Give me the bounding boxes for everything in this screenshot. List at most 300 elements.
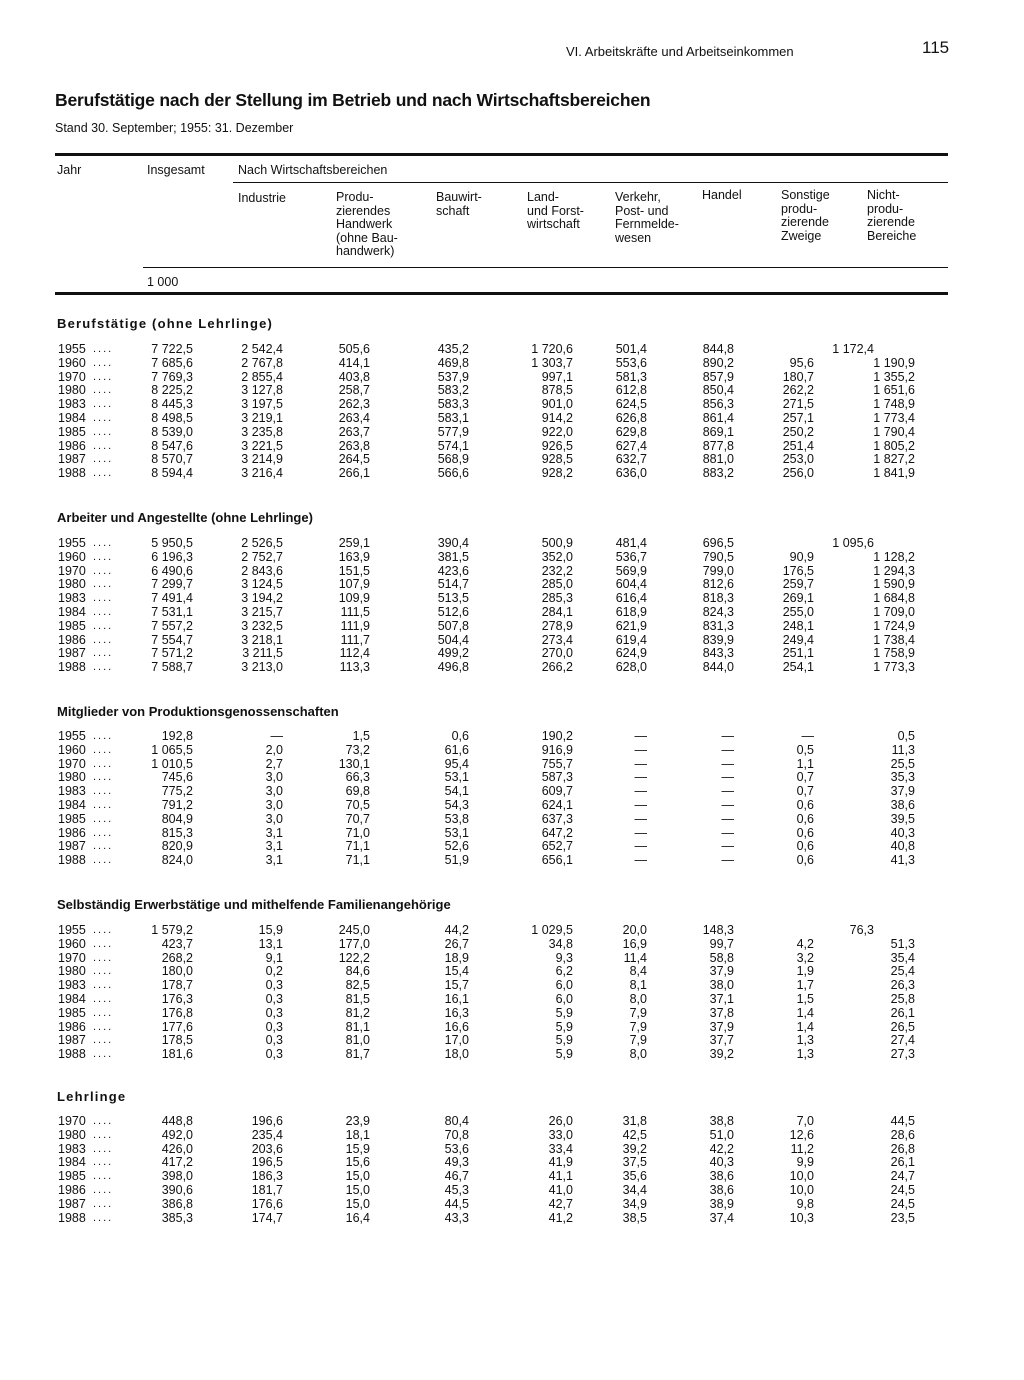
value-cell: 448,8: [161, 1114, 193, 1128]
value-cell: 81,7: [345, 1047, 370, 1062]
value-cell: 1 590,9: [873, 577, 915, 592]
table-top-rule: [55, 153, 948, 156]
value-cell: 284,1: [541, 604, 573, 619]
value-cell: 514,7: [437, 577, 469, 592]
value-cell: 745,6: [161, 770, 193, 785]
value-cell: 536,7: [615, 549, 647, 564]
value-cell: 861,4: [702, 410, 734, 425]
value-cell: 3 211,5: [242, 646, 283, 661]
value-cell: 3,0: [265, 784, 283, 799]
value-cell: 23,5: [890, 1210, 915, 1225]
year-cell: 1980: [58, 770, 86, 785]
table-row: [0, 551, 1024, 565]
year-cell: 1970: [58, 950, 86, 965]
value-cell: 26,1: [890, 1155, 915, 1170]
value-cell: —: [721, 784, 734, 799]
value-cell: 2 855,4: [241, 369, 283, 384]
value-cell: 537,9: [437, 369, 469, 384]
year-cell: 1983: [58, 978, 86, 993]
value-cell: 390,6: [161, 1182, 193, 1197]
value-cell: 266,2: [541, 660, 573, 675]
merged-value-cell: 1 172,4: [832, 342, 874, 356]
value-cell: 1 790,4: [873, 424, 915, 439]
value-cell: 112,4: [339, 646, 370, 661]
value-cell: 2,7: [265, 756, 283, 771]
leader-dots: ....: [93, 1183, 114, 1196]
value-cell: 109,9: [338, 591, 370, 606]
value-cell: 3,1: [265, 853, 283, 868]
value-cell: 922,0: [541, 424, 573, 439]
value-cell: —: [721, 839, 734, 854]
value-cell: 71,1: [345, 839, 370, 854]
value-cell: 587,3: [541, 770, 573, 785]
table-row: [0, 827, 1024, 841]
leader-dots: ....: [93, 743, 114, 756]
value-cell: 39,2: [622, 1141, 647, 1156]
merged-value-cell: 1 095,6: [832, 536, 874, 550]
value-cell: 26,0: [548, 1114, 573, 1128]
value-cell: 569,9: [615, 563, 647, 578]
value-cell: 39,5: [890, 811, 915, 826]
table-row: [0, 993, 1024, 1007]
table-row: [0, 537, 1024, 551]
value-cell: 426,0: [161, 1141, 193, 1156]
value-cell: 107,9: [338, 577, 370, 592]
value-cell: 264,5: [338, 452, 370, 467]
value-cell: 81,1: [345, 1019, 370, 1034]
value-cell: —: [721, 756, 734, 771]
value-cell: 26,8: [890, 1141, 915, 1156]
year-cell: 1984: [58, 991, 86, 1006]
value-cell: 69,8: [345, 784, 370, 799]
value-cell: 16,1: [444, 991, 469, 1006]
subtitle: Stand 30. September; 1955: 31. Dezember: [55, 121, 294, 135]
value-cell: 178,7: [161, 978, 193, 993]
value-cell: 3 194,2: [241, 591, 283, 606]
table-row: [0, 799, 1024, 813]
value-cell: 26,7: [444, 936, 469, 951]
value-cell: —: [634, 839, 647, 854]
value-cell: 192,8: [161, 729, 193, 743]
value-cell: 1 724,9: [873, 618, 915, 633]
value-cell: 0,3: [265, 1005, 283, 1020]
value-cell: 3,0: [265, 811, 283, 826]
value-cell: 636,0: [615, 466, 647, 481]
value-cell: 20,0: [622, 923, 647, 937]
leader-dots: ....: [93, 467, 114, 480]
value-cell: 180,0: [161, 964, 193, 979]
value-cell: 43,3: [444, 1210, 469, 1225]
value-cell: —: [634, 729, 647, 743]
year-cell: 1988: [58, 853, 86, 868]
value-cell: 181,6: [161, 1047, 193, 1062]
leader-dots: ....: [93, 592, 114, 605]
table-row: [0, 578, 1024, 592]
value-cell: 417,2: [161, 1155, 193, 1170]
value-cell: 80,4: [444, 1114, 469, 1128]
value-cell: 914,2: [541, 410, 573, 425]
value-cell: 18,1: [345, 1127, 370, 1142]
table-row: [0, 620, 1024, 634]
value-cell: —: [634, 770, 647, 785]
value-cell: 3,1: [265, 839, 283, 854]
value-cell: 0,3: [265, 1033, 283, 1048]
value-cell: 90,9: [789, 549, 814, 564]
value-cell: 1 579,2: [151, 923, 193, 937]
table-row: [0, 938, 1024, 952]
value-cell: 1 758,9: [873, 646, 915, 661]
leader-dots: ....: [93, 1197, 114, 1210]
leader-dots: ....: [93, 1128, 114, 1141]
value-cell: 40,3: [890, 825, 915, 840]
leader-dots: ....: [93, 384, 114, 397]
data-table-section: [0, 730, 1024, 868]
value-cell: —: [721, 853, 734, 868]
header-handel: Handel: [702, 188, 742, 202]
value-cell: 38,6: [890, 797, 915, 812]
value-cell: 0,6: [796, 839, 814, 854]
year-cell: 1980: [58, 1127, 86, 1142]
value-cell: 8 547,6: [151, 438, 193, 453]
leader-dots: ....: [93, 1048, 114, 1061]
value-cell: 901,0: [541, 397, 573, 412]
leader-dots: ....: [93, 439, 114, 452]
value-cell: —: [721, 797, 734, 812]
value-cell: 15,0: [345, 1182, 370, 1197]
value-cell: 8 445,3: [151, 397, 193, 412]
page-number: 115: [922, 38, 950, 57]
page-title: Berufstätige nach der Stellung im Betrieb und nach Wirtschaftsbereichen: [55, 90, 651, 110]
table-row: [0, 744, 1024, 758]
value-cell: 696,5: [702, 536, 734, 550]
value-cell: 53,1: [444, 770, 469, 785]
value-cell: 263,4: [338, 410, 370, 425]
leader-dots: ....: [93, 564, 114, 577]
value-cell: 61,6: [444, 742, 469, 757]
value-cell: 285,3: [541, 591, 573, 606]
value-cell: 7,9: [629, 1005, 647, 1020]
value-cell: 0,6: [796, 853, 814, 868]
value-cell: 504,4: [437, 632, 469, 647]
value-cell: 6 196,3: [151, 549, 193, 564]
running-head: VI. Arbeitskräfte und Arbeitseinkommen: [566, 44, 794, 59]
table-row: [0, 730, 1024, 744]
year-cell: 1980: [58, 964, 86, 979]
value-cell: 481,4: [615, 536, 647, 550]
value-cell: 398,0: [161, 1169, 193, 1184]
value-cell: 3 218,1: [241, 632, 283, 647]
value-cell: —: [634, 811, 647, 826]
header-bottom-rule: [55, 292, 948, 295]
value-cell: 34,9: [622, 1196, 647, 1211]
value-cell: 583,2: [437, 383, 469, 398]
value-cell: 10,0: [789, 1182, 814, 1197]
leader-dots: ....: [93, 661, 114, 674]
section-title: Arbeiter und Angestellte (ohne Lehrlinge): [57, 510, 313, 525]
value-cell: 512,6: [437, 604, 469, 619]
header-bauwirtschaft: Bauwirt- schaft: [436, 190, 482, 218]
value-cell: 271,5: [782, 397, 814, 412]
value-cell: 3 235,8: [241, 424, 283, 439]
year-cell: 1984: [58, 604, 86, 619]
value-cell: 3 214,9: [241, 452, 283, 467]
year-cell: 1985: [58, 618, 86, 633]
leader-dots: ....: [93, 951, 114, 964]
value-cell: 928,2: [541, 466, 573, 481]
value-cell: 7,0: [796, 1114, 814, 1128]
year-cell: 1988: [58, 1047, 86, 1062]
value-cell: —: [801, 729, 814, 743]
value-cell: 177,6: [161, 1019, 193, 1034]
value-cell: 151,5: [338, 563, 370, 578]
leader-dots: ....: [93, 812, 114, 825]
leader-dots: ....: [93, 633, 114, 646]
value-cell: 1,5: [796, 991, 814, 1006]
leader-dots: ....: [93, 1034, 114, 1047]
value-cell: 616,4: [615, 591, 647, 606]
value-cell: 70,5: [345, 797, 370, 812]
year-cell: 1987: [58, 646, 86, 661]
value-cell: 824,0: [161, 853, 193, 868]
value-cell: 818,3: [702, 591, 734, 606]
value-cell: 8 225,2: [151, 383, 193, 398]
table-row: [0, 565, 1024, 579]
value-cell: 17,0: [444, 1033, 469, 1048]
leader-dots: ....: [93, 343, 114, 355]
value-cell: 15,6: [345, 1155, 370, 1170]
value-cell: 181,7: [251, 1182, 283, 1197]
value-cell: 37,9: [709, 964, 734, 979]
value-cell: 0,5: [897, 729, 915, 743]
value-cell: 111,9: [340, 618, 370, 633]
value-cell: —: [721, 811, 734, 826]
value-cell: 1,9: [796, 964, 814, 979]
value-cell: 3,1: [265, 825, 283, 840]
value-cell: 81,2: [345, 1005, 370, 1020]
value-cell: 250,2: [782, 424, 814, 439]
value-cell: 33,0: [548, 1127, 573, 1142]
value-cell: 3 221,5: [241, 438, 283, 453]
value-cell: 285,0: [541, 577, 573, 592]
header-nach-wirtschaftsbereichen: Nach Wirtschaftsbereichen: [238, 163, 388, 177]
table-row: [0, 1184, 1024, 1198]
value-cell: 7 769,3: [151, 369, 193, 384]
year-cell: 1960: [58, 549, 86, 564]
year-cell: 1970: [58, 369, 86, 384]
value-cell: 176,6: [251, 1196, 283, 1211]
year-cell: 1985: [58, 811, 86, 826]
table-row: [0, 813, 1024, 827]
value-cell: 7 557,2: [151, 618, 193, 633]
table-row: [0, 426, 1024, 440]
header-insgesamt: Insgesamt: [147, 163, 205, 177]
value-cell: 878,5: [541, 383, 573, 398]
header-unit: 1 000: [147, 275, 179, 289]
value-cell: 71,0: [345, 825, 370, 840]
value-cell: 26,1: [890, 1005, 915, 1020]
value-cell: 38,8: [709, 1114, 734, 1128]
value-cell: 1 065,5: [151, 742, 193, 757]
table-row: [0, 1198, 1024, 1212]
value-cell: 7 531,1: [151, 604, 193, 619]
value-cell: 16,6: [444, 1019, 469, 1034]
value-cell: 51,0: [709, 1127, 734, 1142]
value-cell: 1 010,5: [151, 756, 193, 771]
year-cell: 1984: [58, 1155, 86, 1170]
year-cell: 1988: [58, 1210, 86, 1225]
value-cell: 0,3: [265, 1047, 283, 1062]
table-row: [0, 634, 1024, 648]
value-cell: 5,9: [555, 1033, 573, 1048]
year-cell: 1983: [58, 591, 86, 606]
value-cell: 1 709,0: [873, 604, 915, 619]
value-cell: 1 773,3: [873, 660, 915, 675]
year-cell: 1980: [58, 577, 86, 592]
leader-dots: ....: [93, 979, 114, 992]
year-cell: 1970: [58, 1114, 86, 1128]
table-row: [0, 1156, 1024, 1170]
value-cell: 16,4: [345, 1210, 370, 1225]
value-cell: 568,9: [437, 452, 469, 467]
value-cell: 18,0: [444, 1047, 469, 1062]
year-cell: 1970: [58, 563, 86, 578]
value-cell: 38,0: [709, 978, 734, 993]
value-cell: 916,9: [541, 742, 573, 757]
value-cell: 53,8: [444, 811, 469, 826]
value-cell: 553,6: [615, 355, 647, 370]
value-cell: 26,5: [890, 1019, 915, 1034]
value-cell: 3,2: [796, 950, 814, 965]
value-cell: 0,3: [265, 991, 283, 1006]
table-row: [0, 785, 1024, 799]
value-cell: 501,4: [615, 342, 647, 356]
leader-dots: ....: [93, 1156, 114, 1169]
year-cell: 1955: [58, 729, 86, 743]
value-cell: 46,7: [444, 1169, 469, 1184]
year-cell: 1986: [58, 1019, 86, 1034]
value-cell: 5,9: [555, 1019, 573, 1034]
value-cell: 42,2: [709, 1141, 734, 1156]
value-cell: 7,9: [629, 1019, 647, 1034]
value-cell: 390,4: [437, 536, 469, 550]
value-cell: 34,4: [622, 1182, 647, 1197]
value-cell: 844,0: [702, 660, 734, 675]
value-cell: 423,6: [437, 563, 469, 578]
value-cell: 82,5: [345, 978, 370, 993]
value-cell: 5,9: [555, 1005, 573, 1020]
value-cell: 11,3: [891, 742, 915, 757]
value-cell: 824,3: [702, 604, 734, 619]
value-cell: 41,9: [548, 1155, 573, 1170]
value-cell: 1,7: [796, 978, 814, 993]
value-cell: 1 748,9: [873, 397, 915, 412]
value-cell: 41,2: [548, 1210, 573, 1225]
year-cell: 1986: [58, 1182, 86, 1197]
value-cell: 3 215,7: [241, 604, 283, 619]
leader-dots: ....: [93, 619, 114, 632]
value-cell: 196,5: [251, 1155, 283, 1170]
value-cell: 1,3: [796, 1047, 814, 1062]
value-cell: 26,3: [890, 978, 915, 993]
value-cell: 850,4: [702, 383, 734, 398]
value-cell: 0,3: [265, 978, 283, 993]
value-cell: 632,7: [615, 452, 647, 467]
value-cell: 35,6: [622, 1169, 647, 1184]
value-cell: 6,2: [555, 964, 573, 979]
value-cell: 6 490,6: [151, 563, 193, 578]
table-row: [0, 854, 1024, 868]
leader-dots: ....: [93, 1170, 114, 1183]
leader-dots: ....: [93, 411, 114, 424]
value-cell: 583,1: [437, 410, 469, 425]
header-verkehr: Verkehr, Post- und Fernmelde- wesen: [615, 190, 679, 245]
value-cell: —: [721, 770, 734, 785]
leader-dots: ....: [93, 965, 114, 978]
value-cell: 2 526,5: [241, 536, 283, 550]
value-cell: 266,1: [338, 466, 370, 481]
value-cell: 54,1: [444, 784, 469, 799]
value-cell: 755,7: [541, 756, 573, 771]
value-cell: 70,8: [444, 1127, 469, 1142]
value-cell: 1,3: [796, 1033, 814, 1048]
value-cell: 10,0: [789, 1169, 814, 1184]
value-cell: 627,4: [615, 438, 647, 453]
value-cell: 1,4: [796, 1005, 814, 1020]
value-cell: 111,5: [340, 604, 370, 619]
value-cell: 1 355,2: [873, 369, 915, 384]
value-cell: 15,4: [444, 964, 469, 979]
table-row: [0, 1212, 1024, 1226]
value-cell: 890,2: [702, 355, 734, 370]
value-cell: 278,9: [541, 618, 573, 633]
value-cell: 66,3: [345, 770, 370, 785]
table-row: [0, 1115, 1024, 1129]
year-cell: 1960: [58, 936, 86, 951]
value-cell: 256,0: [782, 466, 814, 481]
leader-dots: ....: [93, 647, 114, 660]
year-cell: 1960: [58, 355, 86, 370]
value-cell: 513,5: [437, 591, 469, 606]
value-cell: 0,6: [796, 797, 814, 812]
value-cell: 812,6: [702, 577, 734, 592]
value-cell: 2 843,6: [241, 563, 283, 578]
year-cell: 1983: [58, 784, 86, 799]
value-cell: 0,3: [265, 1019, 283, 1034]
header-subrule: [233, 182, 948, 183]
value-cell: 255,0: [782, 604, 814, 619]
value-cell: 38,9: [709, 1196, 734, 1211]
value-cell: 9,1: [265, 950, 283, 965]
value-cell: 3 197,5: [241, 397, 283, 412]
value-cell: 1 303,7: [531, 355, 573, 370]
table-row: [0, 1170, 1024, 1184]
value-cell: 24,5: [890, 1182, 915, 1197]
section-title: Mitglieder von Produktionsgenossenschaften: [57, 704, 339, 719]
value-cell: 8,0: [629, 991, 647, 1006]
value-cell: 1 773,4: [873, 410, 915, 425]
value-cell: 652,7: [541, 839, 573, 854]
value-cell: 44,5: [890, 1114, 915, 1128]
leader-dots: ....: [93, 826, 114, 839]
value-cell: 6,0: [555, 978, 573, 993]
value-cell: 8,1: [629, 978, 647, 993]
value-cell: 51,9: [444, 853, 469, 868]
value-cell: 0,6: [451, 729, 469, 743]
header-jahr: Jahr: [57, 163, 82, 177]
value-cell: 37,9: [890, 784, 915, 799]
value-cell: —: [634, 797, 647, 812]
value-cell: 7 554,7: [151, 632, 193, 647]
